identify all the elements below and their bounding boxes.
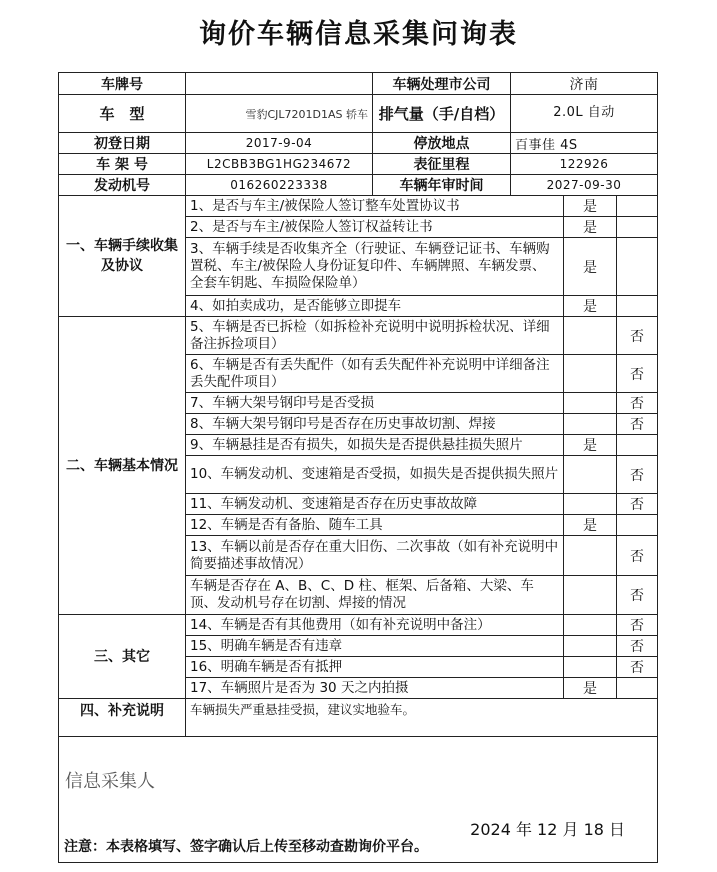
answer-15-yes xyxy=(564,636,617,657)
answer-1-yes: 是 xyxy=(564,196,617,217)
answer-pillars-no: 否 xyxy=(617,576,658,615)
answer-3-no xyxy=(617,238,658,296)
answer-16-yes xyxy=(564,657,617,678)
s4-row xyxy=(59,699,658,737)
city-value: 济南 xyxy=(511,73,658,95)
displacement-value: 2.0L 自动 xyxy=(511,95,658,133)
answer-7-yes xyxy=(564,393,617,414)
supplement-text: 车辆损失严重悬挂受损，建议实地验车。 xyxy=(186,699,658,737)
answer-8-yes xyxy=(564,414,617,435)
engine-label: 发动机号 xyxy=(59,175,186,196)
answer-8-no: 否 xyxy=(617,414,658,435)
mileage-value: 122926 xyxy=(511,154,658,175)
question-13: 13、车辆以前是否存在重大旧伤、二次事故（如有补充说明中简要描述事故情况） xyxy=(186,536,564,576)
question-10: 10、车辆发动机、变速箱是否受损，如损失是否提供损失照片 xyxy=(186,456,564,494)
sign-date: 2024 年 12 月 18 日 xyxy=(470,820,626,839)
question-5: 5、车辆是否已拆检（如拆检补充说明中说明拆检状况、详细备注拆捡项目） xyxy=(186,317,564,355)
answer-15-no: 否 xyxy=(617,636,658,657)
answer-4-yes: 是 xyxy=(564,296,617,317)
answer-9-yes: 是 xyxy=(564,435,617,456)
inspection-value: 2027-09-30 xyxy=(511,175,658,196)
question-16: 16、明确车辆是否有抵押 xyxy=(186,657,564,678)
answer-13-yes xyxy=(564,536,617,576)
reg-date-value: 2017-9-04 xyxy=(186,133,373,154)
document-title: 询价车辆信息采集问询表 xyxy=(199,19,518,50)
answer-17-yes: 是 xyxy=(564,678,617,699)
answer-11-yes xyxy=(564,494,617,515)
question-pillars: 车辆是否存在 A、B、C、D 柱、框架、后备箱、大梁、车顶、发动机号存在切割、焊接的情况 xyxy=(186,576,564,615)
question-17: 17、车辆照片是否为 30 天之内拍摄 xyxy=(186,678,564,699)
model-label: 车 型 xyxy=(59,95,186,133)
answer-pillars-yes xyxy=(564,576,617,615)
question-4: 4、如拍卖成功，是否能够立即提车 xyxy=(186,296,564,317)
s3-row-14 xyxy=(59,615,658,636)
section-2-title: 二、车辆基本情况 xyxy=(59,317,186,615)
row-model xyxy=(59,95,658,133)
plate-label: 车牌号 xyxy=(59,73,186,95)
engine-value: 016260223338 xyxy=(186,175,373,196)
answer-1-no xyxy=(617,196,658,217)
question-9: 9、车辆悬挂是否有损失，如损失是否提供悬挂损失照片 xyxy=(186,435,564,456)
parking-label: 停放地点 xyxy=(373,133,511,154)
plate-value xyxy=(186,73,373,95)
model-value: 雪豹CJL7201D1AS 轿车 xyxy=(186,95,373,133)
section-3-title: 三、其它 xyxy=(59,615,186,699)
question-15: 15、明确车辆是否有违章 xyxy=(186,636,564,657)
row-reg-date xyxy=(59,133,658,154)
answer-16-no: 否 xyxy=(617,657,658,678)
inquiry-form-table xyxy=(58,72,658,863)
mileage-label: 表征里程 xyxy=(373,154,511,175)
answer-6-no: 否 xyxy=(617,355,658,393)
reg-date-label: 初登日期 xyxy=(59,133,186,154)
row-vin xyxy=(59,154,658,175)
answer-3-yes: 是 xyxy=(564,238,617,296)
vin-label: 车 架 号 xyxy=(59,154,186,175)
answer-5-no: 否 xyxy=(617,317,658,355)
row-plate xyxy=(59,73,658,95)
section-1-title: 一、车辆手续收集及协议 xyxy=(59,196,186,317)
footer-note: 注意：本表格填写、签字确认后上传至移动查勘询价平台。 xyxy=(64,839,428,855)
answer-5-yes xyxy=(564,317,617,355)
s1-row-1 xyxy=(59,196,658,217)
answer-10-no: 否 xyxy=(617,456,658,494)
answer-7-no: 否 xyxy=(617,393,658,414)
answer-14-yes xyxy=(564,615,617,636)
question-1: 1、是否与车主/被保险人签订整车处置协议书 xyxy=(186,196,564,217)
answer-4-no xyxy=(617,296,658,317)
question-11: 11、车辆发动机、变速箱是否存在历史事故故障 xyxy=(186,494,564,515)
parking-value: 百事佳 4S xyxy=(511,133,658,154)
redaction-mask xyxy=(661,730,717,840)
question-6: 6、车辆是否有丢失配件（如有丢失配件补充说明中详细备注丢失配件项目） xyxy=(186,355,564,393)
question-8: 8、车辆大架号钢印号是否存在历史事故切割、焊接 xyxy=(186,414,564,435)
section-4-title: 四、补充说明 xyxy=(59,699,186,737)
answer-14-no: 否 xyxy=(617,615,658,636)
answer-12-no xyxy=(617,515,658,536)
vin-value: L2CBB3BG1HG234672 xyxy=(186,154,373,175)
answer-6-yes xyxy=(564,355,617,393)
question-12: 12、车辆是否有备胎、随车工具 xyxy=(186,515,564,536)
row-engine xyxy=(59,175,658,196)
question-3: 3、车辆手续是否收集齐全（行驶证、车辆登记证书、车辆购置税、车主/被保险人身份证复印件、车辆牌照、车辆发票、全套车钥匙、车损险保险单） xyxy=(186,238,564,296)
city-label: 车辆处理市公司 xyxy=(373,73,511,95)
answer-10-yes xyxy=(564,456,617,494)
question-7: 7、车辆大架号钢印号是否受损 xyxy=(186,393,564,414)
question-14: 14、车辆是否有其他费用（如有补充说明中备注） xyxy=(186,615,564,636)
answer-11-no: 否 xyxy=(617,494,658,515)
question-2: 2、是否与车主/被保险人签订权益转让书 xyxy=(186,217,564,238)
displacement-label: 排气量（手/自档） xyxy=(373,95,511,133)
answer-17-no xyxy=(617,678,658,699)
answer-12-yes: 是 xyxy=(564,515,617,536)
answer-9-no xyxy=(617,435,658,456)
collector-label: 信息采集人 xyxy=(65,771,155,792)
s2-row-5 xyxy=(59,317,658,355)
answer-13-no: 否 xyxy=(617,536,658,576)
answer-2-no xyxy=(617,217,658,238)
inspection-label: 车辆年审时间 xyxy=(373,175,511,196)
answer-2-yes: 是 xyxy=(564,217,617,238)
